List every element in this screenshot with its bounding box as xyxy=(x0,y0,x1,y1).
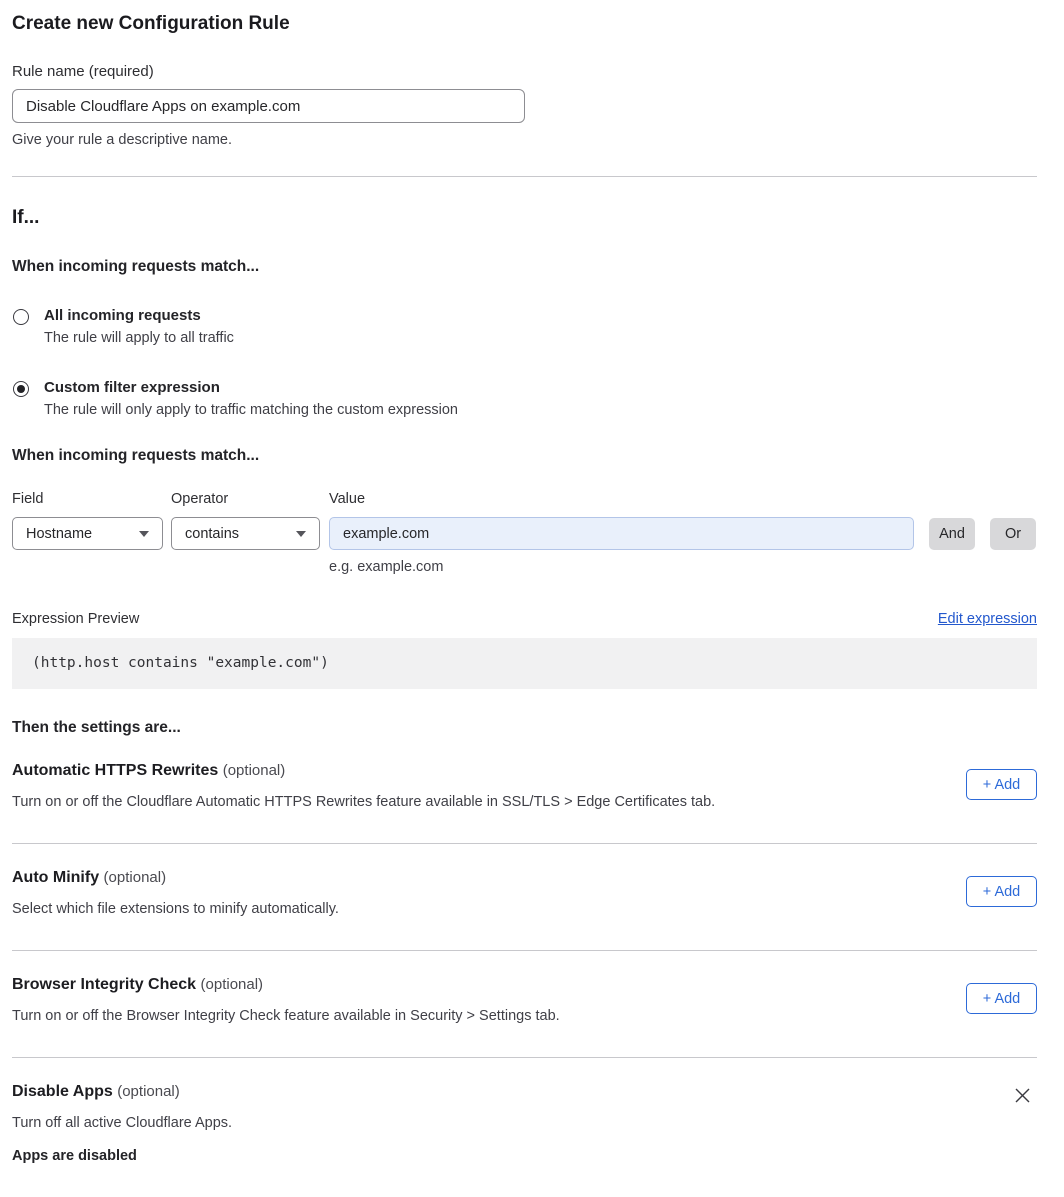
section-divider xyxy=(12,176,1037,177)
setting-browser-integrity-check xyxy=(12,951,1037,1057)
setting-name: Browser Integrity Check xyxy=(12,976,197,993)
operator-select[interactable] xyxy=(171,517,320,550)
setting-name: Disable Apps xyxy=(12,1083,113,1100)
setting-description: Select which file extensions to minify automatically. xyxy=(12,901,339,917)
match-heading: When incoming requests match... xyxy=(12,258,260,275)
expression-builder-heading: When incoming requests match... xyxy=(12,447,260,464)
setting-description: Turn off all active Cloudflare Apps. xyxy=(12,1115,233,1131)
value-input[interactable] xyxy=(329,517,914,550)
field-select[interactable] xyxy=(12,517,163,550)
rule-name-input[interactable] xyxy=(12,89,525,123)
radio-icon[interactable] xyxy=(13,381,29,397)
chevron-down-icon xyxy=(139,531,149,537)
setting-optional-tag: (optional) xyxy=(117,1083,180,1100)
radio-custom-filter-expression[interactable] xyxy=(12,379,1037,418)
expression-preview-header xyxy=(12,611,1037,627)
setting-optional-tag: (optional) xyxy=(222,762,286,779)
setting-optional-tag: (optional) xyxy=(103,869,167,886)
expression-builder-row xyxy=(12,491,1037,575)
setting-name: Automatic HTTPS Rewrites xyxy=(12,762,219,779)
rule-name-label: Rule name (required) xyxy=(12,63,154,80)
field-label: Field xyxy=(12,491,44,507)
add-browser-integrity-check-button[interactable]: + Add xyxy=(966,983,1037,1014)
and-button[interactable]: And xyxy=(929,518,975,550)
radio-label: All incoming requests xyxy=(44,307,201,324)
setting-automatic-https-rewrites xyxy=(12,737,1037,843)
radio-label: Custom filter expression xyxy=(44,379,220,396)
remove-disable-apps-button[interactable] xyxy=(1014,1087,1031,1104)
expression-preview-code: (http.host contains "example.com") xyxy=(12,638,1037,689)
value-label: Value xyxy=(329,491,366,507)
setting-optional-tag: (optional) xyxy=(200,976,264,993)
value-hint: e.g. example.com xyxy=(329,559,444,575)
setting-auto-minify xyxy=(12,844,1037,950)
expression-preview-label: Expression Preview xyxy=(12,611,140,627)
operator-select-value: contains xyxy=(185,525,240,542)
then-settings-heading: Then the settings are... xyxy=(12,719,181,736)
or-button[interactable]: Or xyxy=(990,518,1036,550)
operator-label: Operator xyxy=(171,491,229,507)
edit-expression-link[interactable]: Edit expression xyxy=(937,611,1037,627)
add-automatic-https-rewrites-button[interactable]: + Add xyxy=(966,769,1037,800)
close-icon xyxy=(1014,1087,1031,1104)
radio-icon[interactable] xyxy=(13,309,29,325)
apps-disabled-status: Apps are disabled xyxy=(12,1148,137,1164)
setting-description: Turn on or off the Browser Integrity Check feature available in Security > Settings tab. xyxy=(12,1008,560,1024)
radio-description: The rule will only apply to traffic matching the custom expression xyxy=(44,402,458,418)
chevron-down-icon xyxy=(296,531,306,537)
setting-disable-apps xyxy=(12,1058,1037,1197)
field-select-value: Hostname xyxy=(26,525,93,542)
setting-description: Turn on or off the Cloudflare Automatic HTTPS Rewrites feature available in SSL/TLS > Edge Certificates tab. xyxy=(12,794,716,810)
page-title: Create new Configuration Rule xyxy=(12,13,290,34)
setting-name: Auto Minify xyxy=(12,869,100,886)
radio-all-incoming-requests[interactable] xyxy=(12,307,1037,346)
if-heading: If... xyxy=(12,207,40,228)
radio-description: The rule will apply to all traffic xyxy=(44,330,234,346)
rule-name-help: Give your rule a descriptive name. xyxy=(12,132,233,148)
add-auto-minify-button[interactable]: + Add xyxy=(966,876,1037,907)
